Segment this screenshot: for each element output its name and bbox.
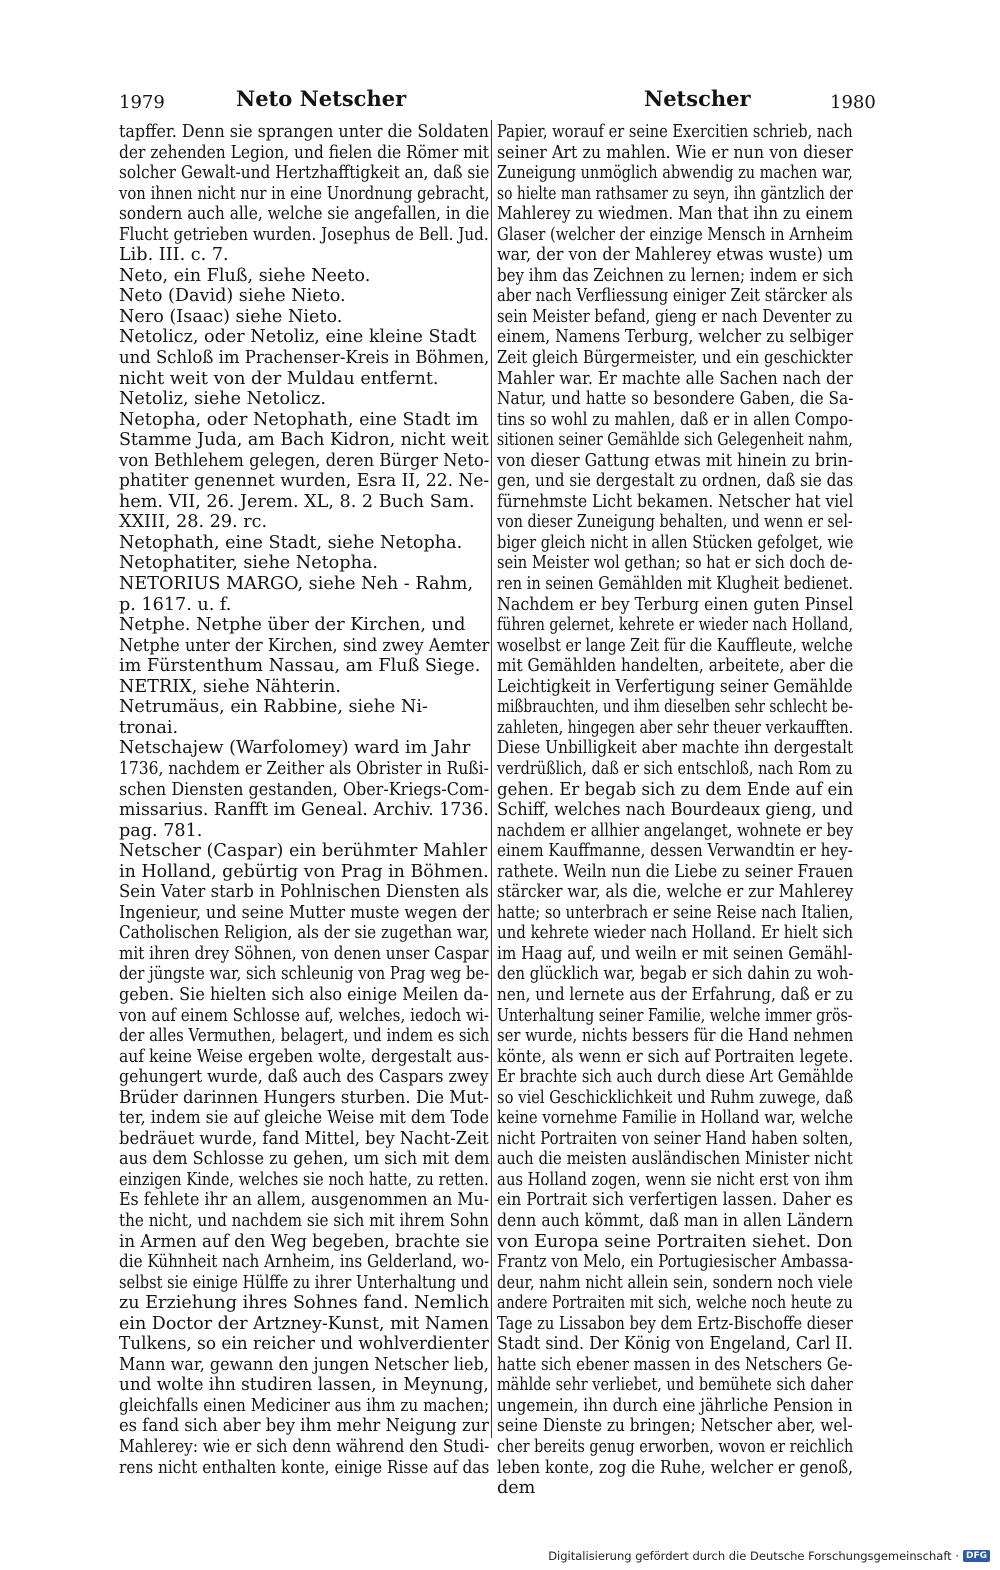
text-line: gehen. Er begab sich zu dem Ende auf ein — [497, 779, 854, 800]
text-line: der zehenden Legion, und fielen die Römer mit — [119, 142, 489, 163]
text-line: rens nicht enthalten konte, einige Risse auf das — [119, 1457, 490, 1478]
text-line: Netophath, eine Stadt, siehe Netopha. — [119, 532, 463, 553]
left-page-number: 1979 — [119, 92, 165, 113]
text-line: Lib. III. c. 7. — [119, 245, 229, 266]
text-line: von auf einem Schlosse auf, welches, iedoch wi- — [119, 1005, 490, 1026]
text-line: rathete. Weiln nun die Liebe zu seiner Frauen — [497, 861, 854, 882]
text-line: Netolicz, oder Netoliz, eine kleine Stadt — [119, 327, 477, 348]
text-line: Netphe unter der Kirchen, sind zwey Aemter — [119, 635, 490, 656]
dfg-logo-icon: DFG — [963, 1550, 990, 1562]
text-line: seine Dienste zu bringen; Netscher aber, wel- — [497, 1416, 853, 1437]
text-line: einzigen Kinde, welches sie noch hatte, zu retten. — [119, 1169, 489, 1190]
text-line: die Kühnheit nach Arnheim, ins Gelderland, wo- — [119, 1252, 490, 1273]
text-line: sein Meister wol gethan; so hat er sich doch de- — [497, 553, 853, 574]
left-text-column — [119, 122, 489, 1478]
text-line: NETRIX, siehe Nähterin. — [119, 676, 341, 697]
text-line: gleichfalls einen Mediciner aus ihm zu machen; — [119, 1395, 490, 1416]
text-line: ein Portrait sich verfertigen lassen. Daher es — [497, 1190, 854, 1211]
text-line: Neto, ein Fluß, siehe Neeto. — [119, 265, 371, 286]
text-line: nachdem er allhier angelanget, wohnete er bey — [497, 820, 854, 841]
text-line: andere Portraiten mit sich, welche noch heute zu — [497, 1293, 853, 1314]
text-line: verdrüßlich, daß er sich entschloß, nach Rom zu — [497, 758, 853, 779]
text-line: im Haag auf, und weiln er mit seinen Gemähl- — [497, 943, 853, 964]
text-line: könte, als wenn er sich auf Portraiten legete. — [497, 1046, 854, 1067]
text-line: solcher Gewalt-und Hertzhafftigkeit an, daß sie — [119, 163, 490, 184]
text-line: und wolte ihn studiren lassen, in Meynung, — [119, 1375, 489, 1396]
text-line: stärcker war, als die, welche er zur Mahlerey — [497, 882, 854, 903]
text-line: von ihnen nicht nur in eine Unordnung gebracht, — [119, 183, 490, 204]
text-line: Netphe. Netphe über der Kirchen, und — [119, 615, 466, 636]
text-line: bey ihm das Zeichnen zu lernen; indem er sich — [497, 265, 854, 286]
text-line: nicht weit von der Muldau entfernt. — [119, 368, 439, 389]
text-line: ser wurde, nichts bessers für die Hand nehmen — [497, 1026, 854, 1047]
text-line: sondern auch alle, welche sie angefallen, in die — [119, 204, 490, 225]
text-line: nicht Portraiten von seiner Hand haben solten, — [497, 1128, 854, 1149]
text-line: Stadt sind. Der König von Engeland, Carl II. — [497, 1334, 853, 1355]
right-page-number: 1980 — [830, 92, 876, 113]
funding-credit-text: Digitalisierung gefördert durch die Deutsche Forschungsgemeinschaft · — [548, 1549, 959, 1563]
text-line: deur, nahm nicht allein sein, sondern noch viele — [497, 1272, 853, 1293]
footer-credit — [548, 1549, 990, 1563]
text-line: war, der von der Mahlerey etwas wuste) um — [497, 245, 854, 266]
text-line: der jüngste war, sich schleunig von Prag weg be- — [119, 964, 490, 985]
text-line: Nachdem er bey Terburg einen guten Pinsel — [497, 594, 854, 615]
text-line: hatte; so unterbrach er seine Reise nach Italien, — [497, 902, 854, 923]
text-line: Diese Unbilligkeit aber machte ihn dergestalt — [497, 738, 854, 759]
text-line: Mahlerey: wie er sich denn während den Studi- — [119, 1437, 490, 1457]
text-line: Es fehlete ihr an allem, ausgenommen an Mu- — [119, 1190, 490, 1211]
text-line: von Bethlehem gelegen, deren Bürger Neto- — [119, 450, 490, 471]
text-line: XXIII, 28. 29. rc. — [119, 512, 268, 533]
text-line: den glücklich war, begab er sich dahin zu woh- — [497, 964, 854, 985]
text-line: mißbrauchten, und ihm dieselben sehr schlecht be- — [497, 697, 853, 718]
text-line: selbst sie einige Hülffe zu ihrer Unterhaltung und — [119, 1272, 489, 1293]
text-line: Catholischen Religion, als der sie zugethan war, — [119, 923, 490, 944]
text-line: hem. VII, 26. Jerem. XL, 8. 2 Buch Sam. — [119, 491, 475, 512]
text-line: so viel Geschicklichkeit und Ruhm zuwege, daß — [497, 1087, 854, 1108]
text-line: Natur, und hatte so besondere Gaben, die Sa- — [497, 389, 854, 410]
text-line: ter, indem sie auf gleiche Weise mit dem Tode — [119, 1108, 490, 1129]
text-line: Mahler war. Er machte alle Sachen nach der — [497, 368, 853, 389]
text-line: bedräuet wurde, fand Mittel, bey Nacht-Zeit — [119, 1128, 489, 1149]
text-line: führen gelernet, kehrete er wieder nach Holland, — [497, 615, 853, 636]
column-divider — [491, 120, 492, 1438]
text-line: Stamme Juda, am Bach Kidron, nicht weit — [119, 430, 489, 451]
text-line: mählde sehr verliebet, und bemühete sich daher — [497, 1375, 853, 1396]
text-line: ein Doctor der Artzney-Kunst, mit Namen — [119, 1313, 489, 1334]
text-line: zu Erziehung ihres Sohnes fand. Nemlich — [119, 1293, 490, 1314]
text-line: und kehrete wieder nach Holland. Er hielt sich — [497, 923, 853, 944]
text-line: Glaser (welcher der einzige Mensch in Arnheim — [497, 224, 854, 245]
text-line: ren in seinen Gemählden mit Klugheit bedienet. — [497, 574, 853, 595]
text-line: Netscher (Caspar) ein berühmter Mahler — [119, 841, 488, 862]
text-line: aus dem Schlosse zu gehen, um sich mit dem — [119, 1149, 490, 1170]
text-line: in Armen auf den Weg begeben, brachte sie — [119, 1231, 490, 1252]
text-line: woselbst er lange Zeit für die Kauffleute, welche — [497, 635, 853, 656]
right-text-column — [497, 122, 853, 1499]
text-line: so hielte man rathsamer zu seyn, ihn gäntzlich der — [497, 183, 853, 204]
text-line: gen, und sie dergestalt zu ordnen, daß sie das — [497, 471, 854, 492]
text-line: Netopha, oder Netophath, eine Stadt im — [119, 409, 479, 430]
text-line: Nero (Isaac) siehe Nieto. — [119, 306, 343, 327]
text-line: Mahlerey zu wiedmen. Man that ihn zu einem — [497, 204, 853, 225]
text-line: der alles Vermuthen, belagert, und indem es sich — [119, 1026, 490, 1047]
text-line: Netschajew (Warfolomey) ward im Jahr — [119, 738, 471, 759]
text-line: in Holland, gebürtig von Prag in Böhmen. — [119, 861, 489, 882]
text-line: fürnehmste Licht bekamen. Netscher hat viel — [497, 491, 854, 512]
text-line: Leichtigkeit in Verfertigung seiner Gemählde — [497, 676, 853, 697]
text-line: 1736, nachdem er Zeither als Obrister in Rußi- — [119, 758, 489, 779]
text-line: Papier, worauf er seine Exercitien schrieb, nach — [497, 122, 853, 142]
right-catchword: Netscher — [644, 86, 751, 111]
text-line: Unterhaltung seiner Familie, welche immer grös- — [497, 1005, 853, 1026]
text-line: Zuneigung unmöglich abwendig zu machen war, — [497, 163, 853, 184]
text-line: Er brachte sich auch durch diese Art Gemählde — [497, 1067, 854, 1088]
text-line: dem — [497, 1478, 536, 1499]
text-line: Brüder darinnen Hungers sturben. Die Mut- — [119, 1087, 489, 1108]
text-line: Netrumäus, ein Rabbine, siehe Ni- — [119, 697, 428, 718]
text-line: es fand sich aber bey ihm mehr Neigung zur — [119, 1416, 489, 1437]
text-line: phatiter genennet wurden, Esra II, 22. Ne- — [119, 471, 490, 492]
text-line: the nicht, und nachdem sie sich mit ihrem Sohn — [119, 1210, 489, 1231]
left-catchwords: Neto Netscher — [236, 86, 407, 111]
text-line: mit ihren drey Söhnen, von denen unser Caspar — [119, 943, 489, 964]
text-line: Ingenieur, und seine Mutter muste wegen der — [119, 902, 490, 923]
text-line: von dieser Gattung etwas mit hinein zu brin- — [497, 450, 854, 471]
text-line: Netoliz, siehe Netolicz. — [119, 389, 327, 410]
text-line: tapffer. Denn sie sprangen unter die Soldaten — [119, 122, 489, 142]
text-line: von Europa seine Portraiten siehet. Don — [497, 1231, 853, 1252]
text-line: pag. 781. — [119, 820, 203, 841]
text-line: sitionen seiner Gemählde sich Gelegenheit nahm, — [497, 430, 853, 451]
text-line: cher bereits genug erworben, wovon er reichlich — [497, 1437, 854, 1457]
text-line: von dieser Zuneigung behalten, und wenn er sel- — [497, 512, 853, 533]
text-line: Tulkens, so ein reicher und wohlverdienter — [119, 1334, 489, 1355]
text-line: Netophatiter, siehe Netopha. — [119, 553, 378, 574]
text-line: tins so wohl zu mahlen, daß er in allen Compo- — [497, 409, 853, 430]
text-line: auch die meisten ausländischen Minister nicht — [497, 1149, 853, 1170]
text-line: Sein Vater starb in Pohlnischen Diensten als — [119, 882, 489, 903]
text-line: aus Holland zogen, wenn sie nicht erst von ihm — [497, 1169, 854, 1190]
text-line: Flucht getrieben wurden. Josephus de Bell. Jud. — [119, 224, 489, 245]
text-line: ungemein, ihn durch eine jährliche Pension in — [497, 1395, 853, 1416]
text-line: p. 1617. u. f. — [119, 594, 232, 615]
text-line: Tage zu Lissabon bey dem Ertz-Bischoffe dieser — [497, 1313, 853, 1334]
text-line: NETORIUS MARGO, siehe Neh - Rahm, — [119, 574, 474, 595]
text-line: leben konte, zog die Ruhe, welcher er genoß, — [497, 1457, 854, 1478]
text-line: denn auch kömmt, daß man in allen Ländern — [497, 1210, 854, 1231]
text-line: hatte sich ebener massen in des Netschers Ge- — [497, 1354, 853, 1375]
text-line: im Fürstenthum Nassau, am Fluß Siege. — [119, 656, 481, 677]
text-line: biger gleich nicht in allen Stücken gefolget, wie — [497, 532, 854, 553]
text-line: Mann war, gewann den jungen Netscher lieb, — [119, 1354, 489, 1375]
text-line: Frantz von Melo, ein Portugiesischer Ambassa- — [497, 1252, 854, 1273]
text-line: mit Gemählden handelten, arbeitete, aber die — [497, 656, 854, 677]
text-line: einem, Namens Terburg, welcher zu selbiger — [497, 327, 854, 348]
text-line: und Schloß im Prachenser-Kreis in Böhmen, — [119, 348, 490, 369]
text-line: Zeit gleich Bürgermeister, und ein geschickter — [497, 348, 853, 369]
text-line: seiner Art zu mahlen. Wie er nun von dieser — [497, 142, 853, 163]
text-line: geben. Sie hielten sich also einige Meilen da- — [119, 984, 489, 1005]
text-line: zahleten, hingegen aber sehr theuer verkaufften. — [497, 717, 854, 738]
text-line: nen, und lernete aus der Erfahrung, daß er zu — [497, 984, 854, 1005]
text-line: schen Diensten gestanden, Ober-Kriegs-Com- — [119, 779, 490, 800]
text-line: Schiff, welches nach Bourdeaux gieng, und — [497, 800, 854, 821]
text-line: tronai. — [119, 717, 179, 738]
text-line: aber nach Verfliessung einiger Zeit stärcker als — [497, 286, 853, 307]
text-line: sein Meister befand, gieng er nach Deventer zu — [497, 306, 853, 327]
text-line: gehungert wurde, daß auch des Caspars zwey — [119, 1067, 489, 1088]
text-line: missarius. Ranfft im Geneal. Archiv. 1736. — [119, 800, 489, 821]
text-line: auf keine Weise ergeben wolte, dergestalt aus- — [119, 1046, 490, 1067]
text-line: Neto (David) siehe Nieto. — [119, 286, 346, 307]
text-line: einem Kauffmanne, dessen Verwandtin er hey- — [497, 841, 853, 862]
text-line: keine vornehme Familie in Holland war, welche — [497, 1108, 854, 1129]
